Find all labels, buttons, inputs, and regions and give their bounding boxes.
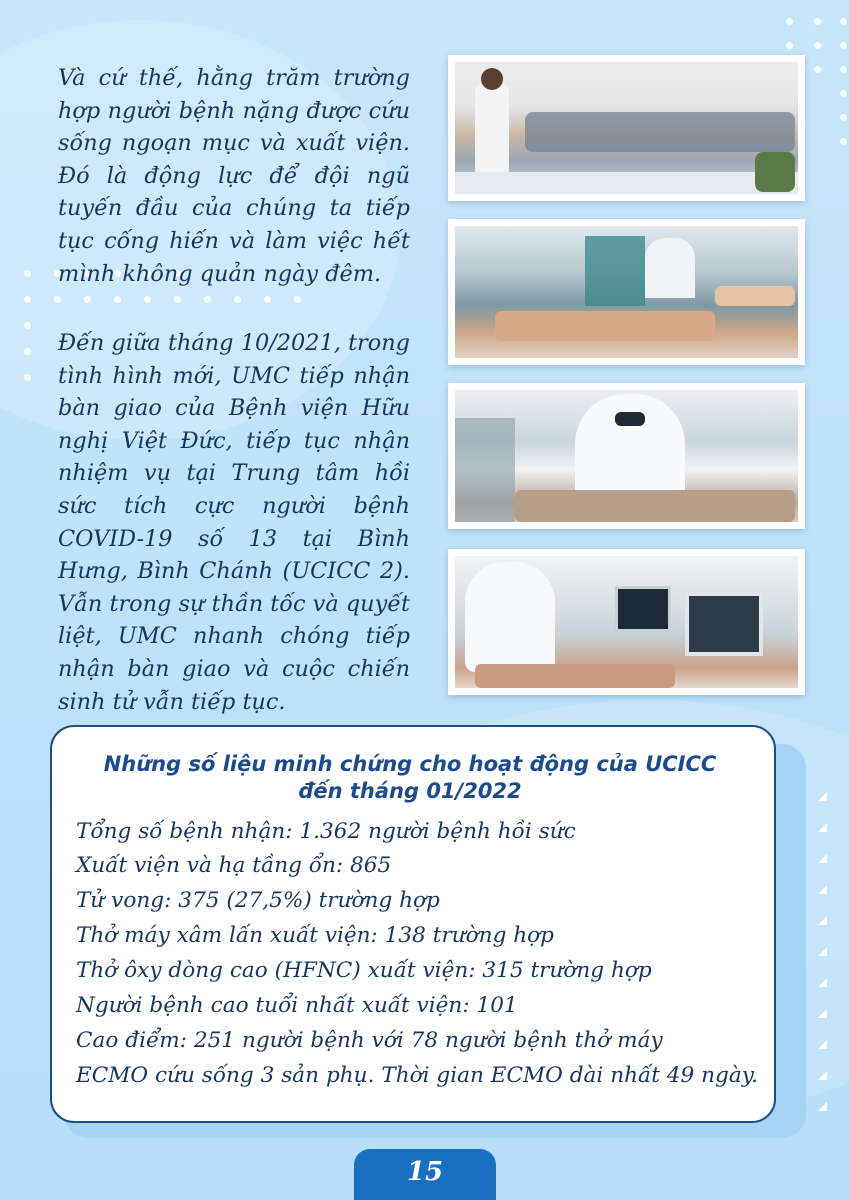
stat-item: Tử vong: 375 (27,5%) trường hợp — [76, 888, 440, 913]
photo-icu-ward — [448, 219, 805, 365]
photo-doctor-ppe — [448, 383, 805, 529]
stat-item: Xuất viện và hạ tầng ổn: 865 — [76, 853, 392, 878]
stat-item: ECMO cứu sống 3 sản phụ. Thời gian ECMO dài nhất 49 ngày. — [76, 1063, 758, 1088]
stat-item: Người bệnh cao tuổi nhất xuất viện: 101 — [76, 993, 518, 1018]
stats-title: Những số liệu minh chứng cho hoạt động của UCICC — [103, 752, 717, 776]
stats-title: đến tháng 01/2022 — [298, 779, 522, 803]
photo-ventilator — [448, 549, 805, 695]
body-paragraph: Và cứ thế, hằng trăm trường hợp người bệnh nặng được cứu sống ngoạn mục và xuất viện. Đó là động lực để đội ngũ tuyến đầu của chúng ta tiếp tục cống hiến và làm việc hết mình không quản ngày đêm. — [58, 65, 410, 287]
photo-meeting — [448, 55, 805, 201]
stat-item: Thở ôxy dòng cao (HFNC) xuất viện: 315 trường hợp — [76, 958, 652, 983]
stat-item: Tổng số bệnh nhận: 1.362 người bệnh hồi sức — [76, 819, 576, 844]
page-number: 15 — [406, 1157, 444, 1187]
stat-item: Cao điểm: 251 người bệnh với 78 người bệnh thở máy — [76, 1028, 663, 1053]
stat-item: Thở máy xâm lấn xuất viện: 138 trường hợp — [76, 923, 554, 948]
body-paragraph: Đến giữa tháng 10/2021, trong tình hình mới, UMC tiếp nhận bàn giao của Bệnh viện Hữu nghị Việt Đức, tiếp tục nhận nhiệm vụ tại Trung tâm hồi sức tích cực người bệnh COVID-19 số 13 tại Bình Hưng, Bình Chánh (UCICC 2). Vẫn trong sự thần tốc và quyết liệt, UMC nhanh chóng tiếp nhận bàn giao và cuộc chiến sinh tử vẫn tiếp tục. — [58, 330, 410, 715]
